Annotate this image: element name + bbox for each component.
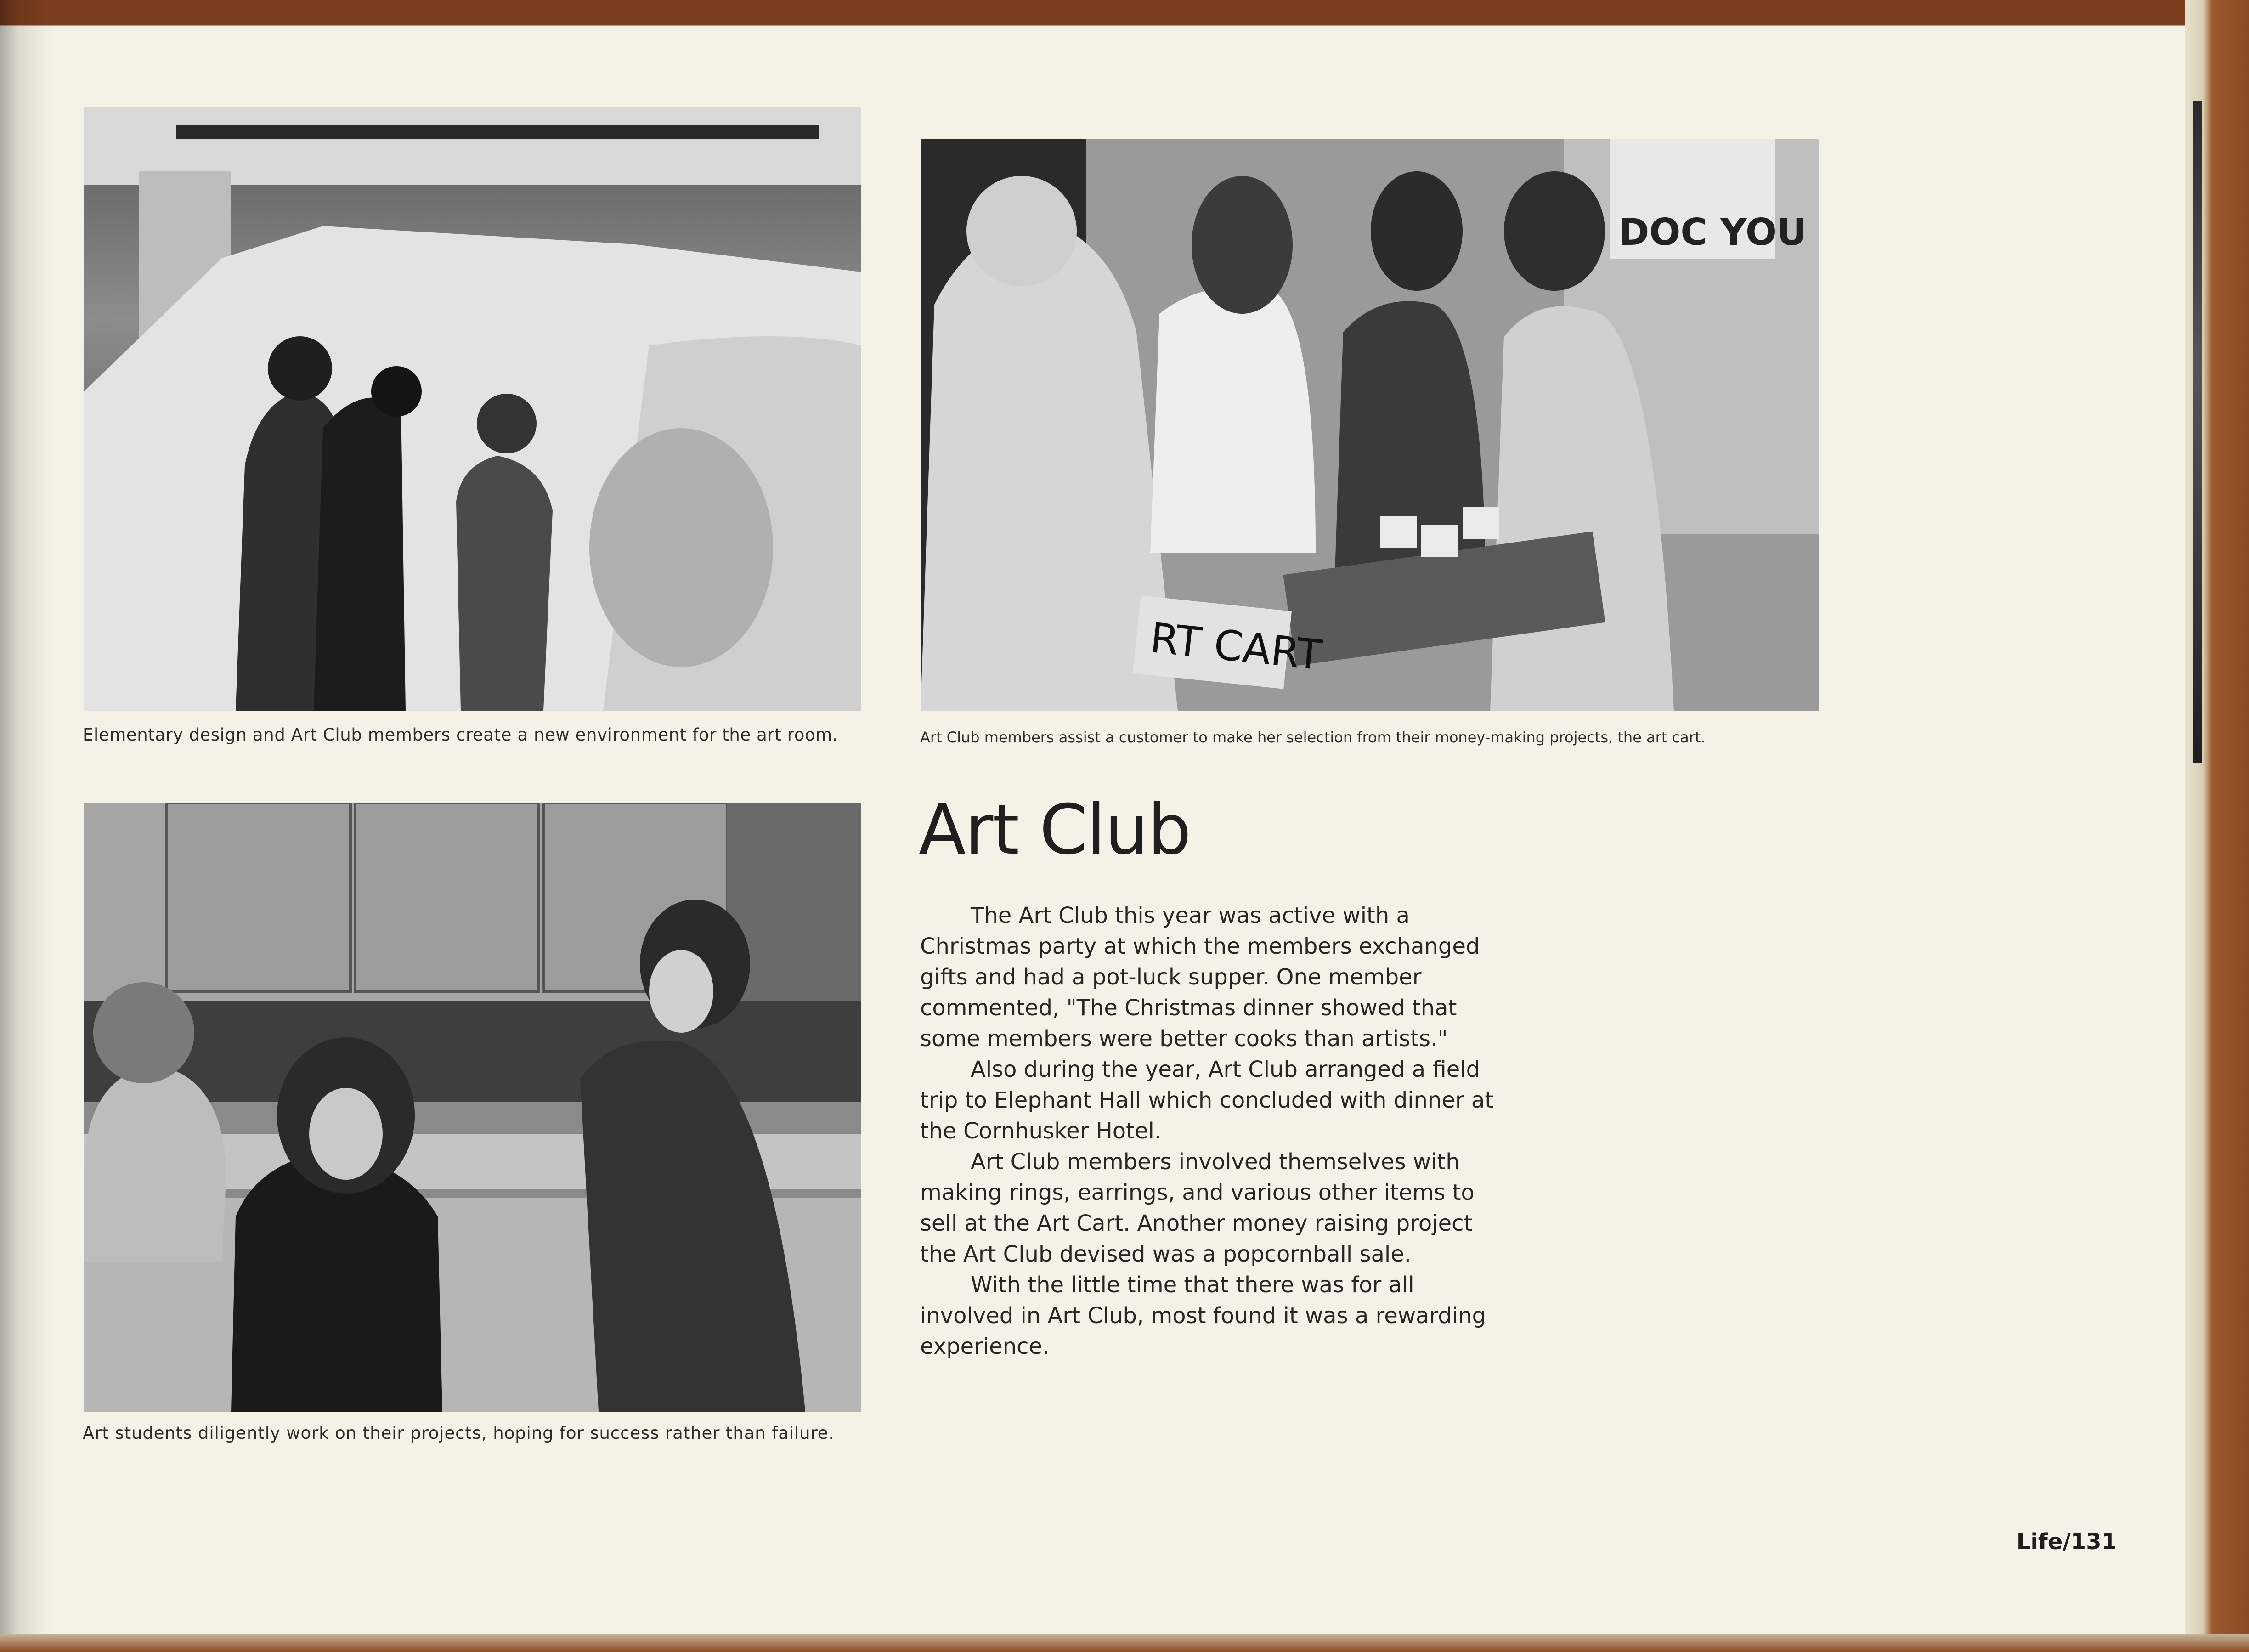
photo2-caption: Art Club members assist a customer to make her selection from their money-making projects, the art cart. (920, 729, 1706, 746)
article-paragraph: Art Club members involved themselves with making rings, earrings, and various other items to sell at the Art Cart. Another money raising project the Art Club devised was a popcornball sale. (920, 1149, 1475, 1267)
art-cart-photo (921, 139, 1819, 711)
article-title: Art Club (919, 790, 1191, 870)
art-room-environment-photo (84, 107, 861, 711)
article-paragraph: With the little time that there was for all involved in Art Club, most found it was a rewarding experience. (920, 1272, 1486, 1359)
book-bottom-edge (0, 1634, 2249, 1652)
facing-page-photo-edge (2193, 101, 2202, 763)
photo1-caption: Elementary design and Art Club members create a new environment for the art room. (83, 725, 838, 745)
art-cart-sign-text: RT CART (1147, 614, 1324, 680)
article-body (920, 900, 1494, 1362)
window-sign-text: DOC YOU (1619, 211, 1807, 254)
photo3-caption: Art students diligently work on their projects, hoping for success rather than failure. (83, 1423, 835, 1443)
article-paragraph: Also during the year, Art Club arranged a field trip to Elephant Hall which concluded with dinner at the Cornhusker Hotel. (920, 1057, 1494, 1144)
book-right-edge (2185, 0, 2249, 1652)
page-number: Life/131 (2016, 1529, 2117, 1555)
article-paragraph: The Art Club this year was active with a Christmas party at which the members exchanged gifts and had a pot-luck supper. One member commented, "The Christmas dinner showed that some members were better cooks than artists." (920, 903, 1480, 1052)
art-students-working-photo (84, 803, 861, 1412)
